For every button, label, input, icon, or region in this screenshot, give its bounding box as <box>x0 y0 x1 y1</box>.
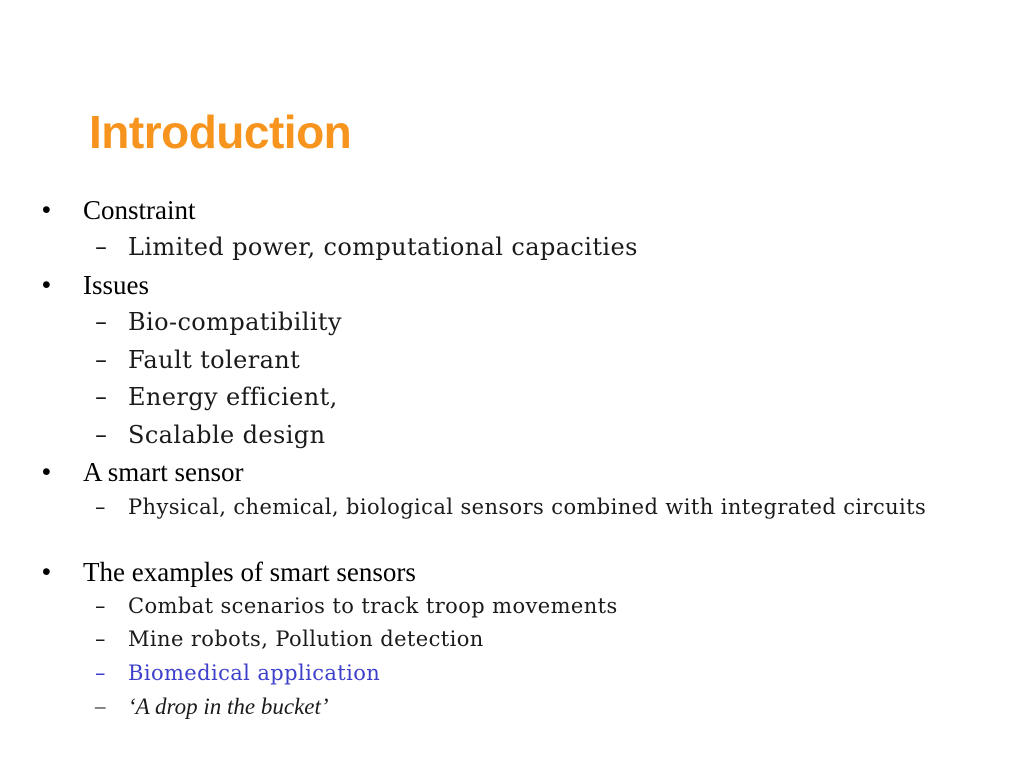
sub-bullet-label: Scalable design <box>128 421 326 449</box>
slide-title: Introduction <box>89 106 352 158</box>
bullet-marker: • <box>42 558 51 586</box>
sub-bullet-marker: – <box>95 694 106 718</box>
sub-bullet-label: Bio-compatibility <box>128 308 342 336</box>
sub-bullet-marker: – <box>95 495 106 519</box>
bullet-label: Constraint <box>83 195 196 225</box>
bullet-label: A smart sensor <box>83 457 244 487</box>
sub-bullet-marker: – <box>95 383 107 411</box>
sub-bullet-marker: – <box>95 233 107 261</box>
bullet-marker: • <box>42 196 51 224</box>
bullet-label: The examples of smart sensors <box>83 557 416 587</box>
bullet-label: Issues <box>83 270 149 300</box>
sub-bullet-label: Energy efficient, <box>128 383 338 411</box>
sub-bullet-label: Biomedical application <box>128 661 381 685</box>
bullet-marker: • <box>42 458 51 486</box>
sub-bullet-marker: – <box>95 627 106 651</box>
sub-bullet-marker: – <box>95 594 106 618</box>
sub-bullet-label: Mine robots, Pollution detection <box>128 627 484 651</box>
sub-bullet-marker: – <box>95 308 107 336</box>
sub-bullet-marker: – <box>95 346 107 374</box>
sub-bullet-marker: – <box>95 661 106 685</box>
sub-bullet-label: Physical, chemical, biological sensors combined with integrated circuits <box>128 495 927 519</box>
sub-bullet-label: Fault tolerant <box>128 346 301 374</box>
sub-bullet-label: ‘A drop in the bucket’ <box>128 694 329 719</box>
bullet-marker: • <box>42 271 51 299</box>
sub-bullet-label: Combat scenarios to track troop movements <box>128 594 618 618</box>
sub-bullet-marker: – <box>95 421 107 449</box>
sub-bullet-label: Limited power, computational capacities <box>128 233 638 261</box>
